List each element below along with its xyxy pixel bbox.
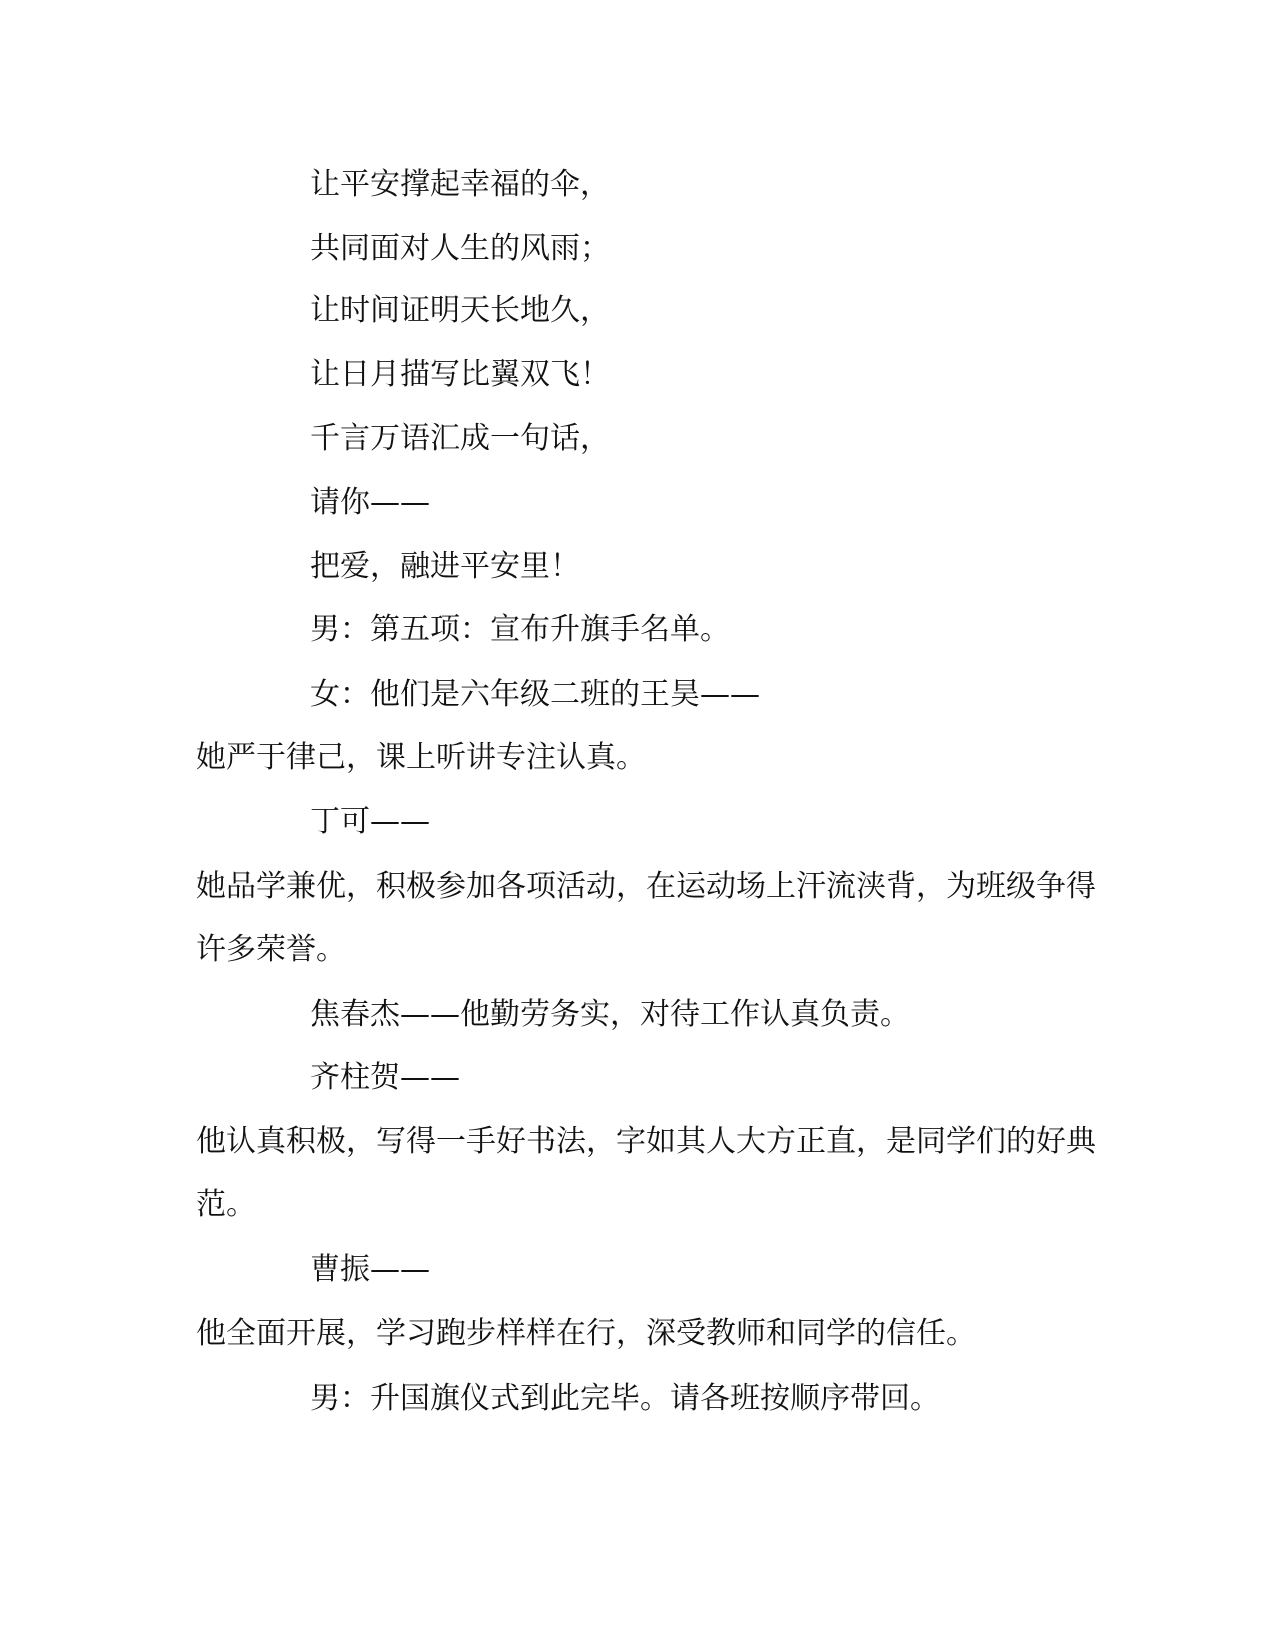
script-line: 男：第五项：宣布升旗手名单。 [310,612,730,647]
poem-line: 把爱，融进平安里！ [310,549,580,584]
poem-line: 让日月描写比翼双飞！ [310,357,610,392]
poem-line: 共同面对人生的风雨； [310,231,610,266]
script-line: 齐柱贺—— [310,1060,460,1095]
paragraph-line: 他全面开展，学习跑步样样在行，深受教师和同学的信任。 [196,1316,976,1351]
paragraph-line: 范。 [196,1187,256,1222]
script-line: 丁可—— [310,804,430,839]
script-line: 男：升国旗仪式到此完毕。请各班按顺序带回。 [310,1381,940,1416]
paragraph-line: 他认真积极，写得一手好书法，字如其人大方正直，是同学们的好典 [196,1124,1096,1159]
paragraph-line: 许多荣誉。 [196,932,346,967]
poem-line: 千言万语汇成一句话， [310,421,610,456]
script-line: 女：他们是六年级二班的王昊—— [310,677,760,712]
script-line: 焦春杰——他勤劳务实，对待工作认真负责。 [310,997,910,1032]
paragraph-line: 她严于律己，课上听讲专注认真。 [196,740,646,775]
script-line: 曹振—— [310,1252,430,1287]
poem-line: 请你—— [310,485,430,520]
paragraph-line: 她品学兼优，积极参加各项活动，在运动场上汗流浃背，为班级争得 [196,869,1096,904]
poem-line: 让平安撑起幸福的伞， [310,167,610,202]
poem-line: 让时间证明天长地久， [310,293,610,328]
